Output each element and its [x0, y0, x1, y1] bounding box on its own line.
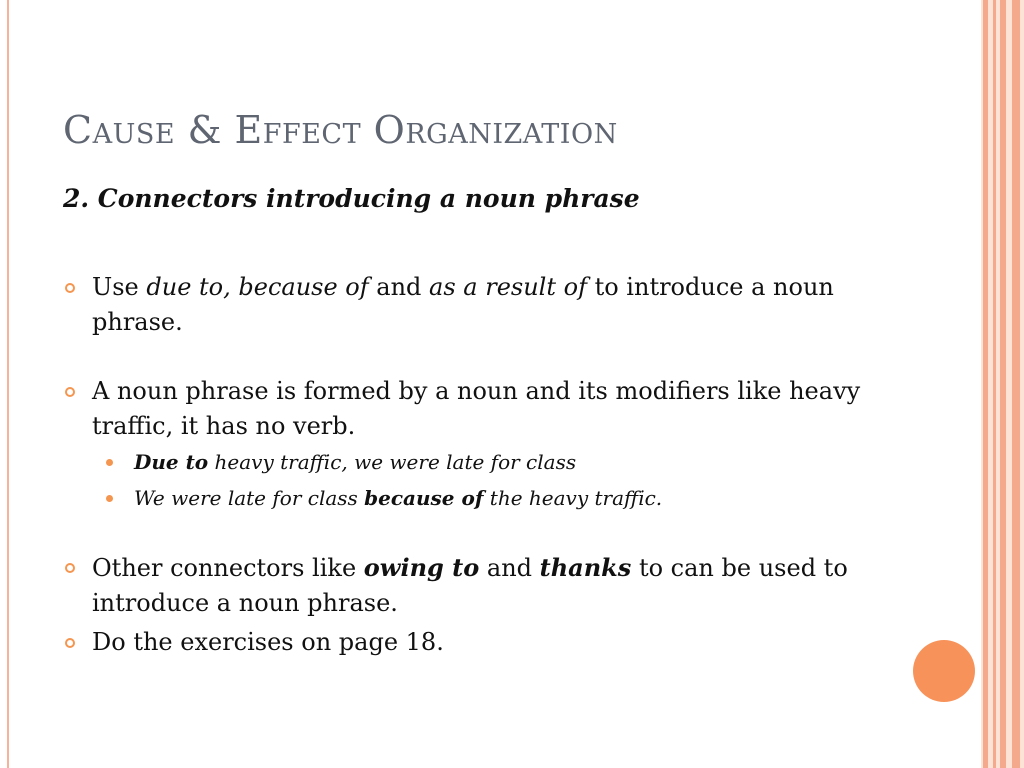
sub-bullet-item	[62, 444, 922, 480]
frame-left-line	[7, 0, 9, 768]
slide-subtitle: 2. Connectors introducing a noun phrase	[63, 184, 640, 213]
bullet-text: and	[368, 273, 430, 301]
slide-title: Cause & Effect Organization	[63, 108, 618, 152]
sub-bullet-item	[62, 480, 922, 516]
bullet-list	[62, 270, 922, 660]
example-connector: because of	[364, 486, 484, 510]
bullet-text: Use	[92, 273, 147, 301]
bullet-ring-icon	[65, 638, 75, 648]
bullet-text: to can be used to introduce a noun phrase.	[92, 554, 848, 617]
bullet-dot-icon	[106, 459, 113, 466]
bullet-item	[62, 625, 922, 660]
bullet-item	[62, 270, 922, 340]
bullet-dot-icon	[106, 495, 113, 502]
frame-stripe	[1012, 0, 1020, 768]
bullet-emphasis: due to, because of	[146, 273, 369, 301]
bullet-item	[62, 550, 922, 621]
example-connector: Due to	[134, 450, 209, 474]
bullet-emphasis: owing to	[363, 553, 480, 582]
frame-stripe	[983, 0, 988, 768]
bullet-emphasis: as a result of	[429, 273, 587, 301]
bullet-text: Other connectors like	[92, 554, 364, 582]
bullet-text: and	[479, 554, 540, 582]
bullet-item	[62, 374, 922, 444]
bullet-emphasis: thanks	[539, 553, 632, 582]
example-text: heavy traffic, we were late for class	[208, 450, 577, 474]
example-text: the heavy traffic.	[483, 486, 663, 510]
bullet-ring-icon	[65, 387, 75, 397]
bullet-text: A noun phrase is formed by a noun and its modifiers like heavy traffic, it has no verb.	[92, 377, 861, 440]
bullet-text: to introduce a noun phrase.	[92, 273, 834, 336]
bullet-ring-icon	[65, 563, 75, 573]
frame-stripe	[1000, 0, 1006, 768]
decorative-circle	[913, 640, 975, 702]
bullet-ring-icon	[65, 283, 75, 293]
bullet-text: Do the exercises on page 18.	[92, 628, 444, 656]
example-text: We were late for class	[134, 486, 365, 510]
frame-stripe	[993, 0, 996, 768]
